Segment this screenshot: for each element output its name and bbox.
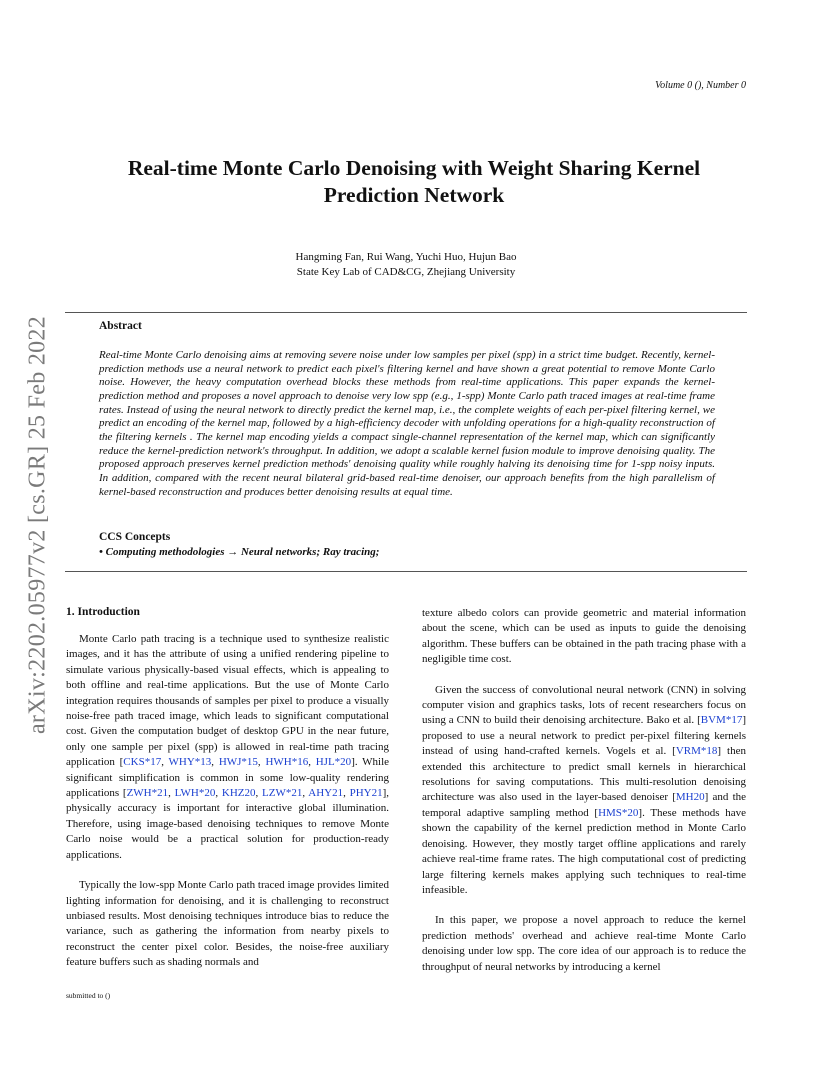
- intro-paragraph-1: Monte Carlo path tracing is a technique used to synthesize realistic images, and it has the attribute of using a unified rendering pipeline to simulate various physically-based visual effects, which is appealing to both offline and real-time applications. But the use of Monte Carlo integration requires thousands of samples per pixel to produce a visually noise-free path traced image, which leads to significant computational cost. Given the computation budget of desktop GPU in the near future, only one sample per pixel (spp) is allowed in real-time path tracing application [CKS*17, WHY*13, HWJ*15, HWH*16, HJL*20]. While significant simplification is common in some low-quality rendering applications [ZWH*21, LWH*20, KHZ20, LZW*21, AHY21, PHY21], physically accuracy is important for interactive global illumination. Therefore, using image-based denoising techniques to remove Monte Carlo noise would be a practical solution for production-ready applications.: [66, 633, 390, 861]
- citation-link[interactable]: VRM*18: [675, 745, 718, 758]
- page-footer: submitted to (): [66, 991, 111, 1000]
- title-line-2: Prediction Network: [323, 183, 505, 207]
- author-block: [80, 250, 732, 280]
- citation-link[interactable]: PHY21: [349, 787, 383, 800]
- intro-paragraph-2: Typically the low-spp Monte Carlo path traced image provides limited lighting information for denoising, and it is challenging to reconstruct unbiased results. Most denoising techniques introduce bias to reduce the variance, such as gathering the information from nearby pixels to reconstruct the center pixel color. Besides, the noise-free auxiliary feature buffers such as shading normals and: [66, 879, 389, 969]
- citation-link[interactable]: WHY*13: [168, 756, 212, 769]
- intro-paragraph-3: Given the success of convolutional neural network (CNN) in solving computer vision and graphics tasks, lots of recent researchers focus on using a CNN to build their denoising architecture. Bako et al. [BVM*17] proposed to use a neural network to predict per-pixel filtering kernels instead of using hand-crafted kernels. Vogels et al. [VRM*18] then extended this architecture to predict small kernels in hierarchical resolutions for saving computations. This multi-resolution denoising architecture was also used in the layer-based denoiser [MH20] and the temporal adaptive sampling method [HMS*20]. These methods have shown the capability of the kernel prediction method in Monte Carlo denoising. However, they mostly target offline applications and rarely achieve real-time frame rates. The high computational cost of predicting large filtering kernels makes applying such techniques to real-time infeasible.: [422, 683, 747, 896]
- citation-link[interactable]: CKS*17: [123, 756, 162, 769]
- author-affiliation: State Key Lab of CAD&CG, Zhejiang University: [296, 266, 516, 278]
- citation-link[interactable]: ZWH*21: [126, 787, 169, 800]
- top-rule: [65, 312, 747, 313]
- arxiv-side-stamp: [22, 290, 54, 760]
- intro-paragraph-continued: texture albedo colors can provide geometric and material information about the scene, which can be used as inputs to guide the denoising algorithm. These buffers can be obtained in the path tracing phase with a negligible time cost.: [422, 607, 746, 666]
- journal-volume-header: Volume 0 (), Number 0: [655, 80, 746, 91]
- abstract-text: Real-time Monte Carlo denoising aims at removing severe noise under low samples per pixel (spp) in a strict time budget. Recently, kernel-prediction methods use a neural network to predict each pixel's filtering kernel and have shown a great potential to remove Monte Carlo noise. However, the heavy computation overhead blocks these methods from real-time applications. This paper expands the kernel-prediction method and proposes a novel approach to denoise very low spp (e.g., 1-spp) Monte Carlo path traced images at real-time frame rates. Instead of using the neural network to directly predict the kernel map, i.e., the complete weights of each per-pixel filtering kernel, we predict an encoding of the kernel map, followed by a high-efficiency decoder with unfolding operations for a high-quality reconstruction of the filtering kernels . The kernel map encoding yields a compact single-channel representation of the kernel map, which can significantly reduce the kernel-prediction network's throughput. In addition, we adopt a scalable kernel fusion module to improve denoising quality. The proposed approach preserves kernel prediction methods' denoising quality while roughly halving its denoising time for 1-spp noisy inputs. In addition, compared with the recent neural bilateral grid-based real-time denoiser, our approach benefits from the high parallelism of kernel-based reconstruction and produces better denoising results at equal time.: [99, 349, 715, 498]
- bottom-rule: [65, 571, 747, 572]
- citation-link[interactable]: BVM*17: [700, 714, 743, 727]
- citation-link[interactable]: HWH*16: [265, 756, 309, 769]
- intro-paragraph-4: In this paper, we propose a novel approach to reduce the kernel prediction methods' overhead and achieve real-time Monte Carlo denoising under low spp. The core idea of our approach is to reduce the throughput of neural networks by introducing a kernel: [422, 914, 746, 973]
- left-column: [66, 632, 389, 971]
- citation-link[interactable]: LWH*20: [174, 787, 216, 800]
- paper-title: [80, 155, 748, 209]
- citation-link[interactable]: MH20: [675, 791, 705, 804]
- citation-link[interactable]: KHZ20: [221, 787, 256, 800]
- arxiv-identifier: arXiv:2202.05977v2 [cs.GR] 25 Feb 2022: [24, 315, 51, 735]
- citation-link[interactable]: LZW*21: [262, 787, 303, 800]
- citation-link[interactable]: HJL*20: [315, 756, 352, 769]
- citation-link[interactable]: AHY21: [308, 787, 344, 800]
- abstract-heading: Abstract: [99, 320, 142, 332]
- citation-link[interactable]: HWJ*15: [218, 756, 258, 769]
- ccs-heading: CCS Concepts: [99, 531, 171, 543]
- ccs-concepts: • Computing methodologies → Neural networks; Ray tracing;: [99, 546, 380, 558]
- right-column: [422, 606, 746, 975]
- citation-link[interactable]: HMS*20: [598, 806, 639, 819]
- author-names: Hangming Fan, Rui Wang, Yuchi Huo, Hujun Bao: [295, 251, 517, 263]
- title-line-1: Real-time Monte Carlo Denoising with Weight Sharing Kernel: [127, 156, 701, 180]
- section-heading-introduction: 1. Introduction: [66, 606, 140, 618]
